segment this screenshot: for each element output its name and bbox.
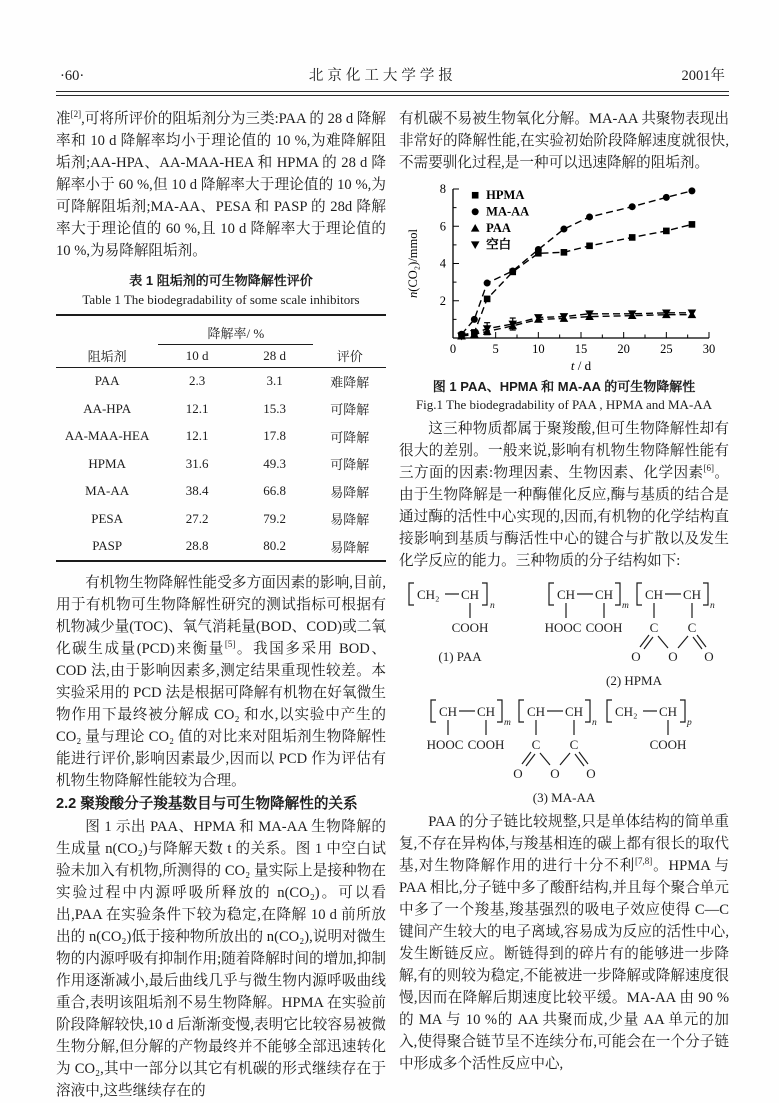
col-header-inhibitor: 阻垢剂: [87, 348, 127, 364]
table-cell: 17.8: [263, 428, 286, 444]
page-header: [56, 64, 729, 91]
svg-text:10: 10: [532, 341, 545, 356]
svg-text:COOH: COOH: [451, 619, 489, 635]
svg-text:O: O: [704, 648, 714, 664]
maaa-structure-drawing: [423, 695, 705, 783]
table-caption-en: Table 1 The biodegradability of some scale inhibitors: [82, 291, 360, 307]
paragraph-fig1-discussion: 图 1 示出 PAA、HPMA 和 MA-AA 生物降解的生成量 n(CO₂)与降解天数 t 的关系。图 1 中空白试验未加入有机物,所测得的 CO₂ 量实际上是接种物在实验过程中内源呼吸所释放的 n(CO₂)。可以看出,PAA 在实验条件下较为稳定,在降解 10 d 前所放出的 n(CO₂)低于接种物所放出的 n(CO₂),说明对微生物的内源呼吸有抑制作用;随着降解时间的增加,抑制作用逐渐减小,最后曲线几乎与微生物内源呼吸曲线重合,表明该阻垢剂不易生物降解。HPMA 在实验前阶段降解较快,10 d 后渐渐变慢,表明它比较容易被微生物分解,但分解的产物最终并不能够全部迅速转化为 CO₂,其中一部分以其它有机碳的形式继续存在于溶液中,这些继续存在的: [56, 819, 386, 1100]
table-cell: 12.1: [185, 428, 209, 444]
svg-text:COOH: COOH: [649, 736, 687, 752]
svg-text:CH: CH: [477, 703, 496, 719]
svg-text:m: m: [622, 600, 629, 611]
svg-text:O: O: [631, 648, 641, 664]
svg-text:n(CO₂)/mmol: n(CO₂)/mmol: [406, 228, 420, 298]
structure-paa-caption: (1) PAA: [438, 648, 482, 664]
svg-text:C: C: [569, 736, 579, 752]
col-header-10d: 10 d: [185, 347, 209, 363]
table-cell: PAA: [94, 373, 120, 389]
hpma-structure-drawing: [541, 578, 727, 666]
svg-text:CH: CH: [557, 586, 576, 602]
figure-caption-cn: 图 1 PAA、HPMA 和 MA-AA 的可生物降解性: [432, 378, 696, 394]
biodegradability-line-chart: [406, 180, 722, 374]
svg-text:5: 5: [492, 341, 499, 356]
table-cell: AA-MAA-HEA: [64, 428, 150, 444]
svg-text:t / d: t / d: [570, 357, 592, 373]
svg-text:C: C: [531, 736, 541, 752]
col-header-28d: 28 d: [263, 347, 286, 363]
table-row: [56, 423, 386, 451]
col-header-rate: 降解率/ %: [158, 315, 313, 345]
svg-text:CH: CH: [645, 586, 664, 602]
svg-text:PAA: PAA: [486, 220, 511, 235]
journal-title: 北京化工大学学报: [308, 68, 457, 84]
svg-text:4: 4: [439, 256, 446, 271]
svg-text:n: n: [710, 600, 715, 611]
molecular-structures: [399, 578, 729, 807]
svg-text:CH₂: CH₂: [615, 703, 638, 719]
svg-text:CH: CH: [439, 703, 458, 719]
year: 2001年: [681, 68, 725, 84]
table-row: [56, 478, 386, 506]
figure-caption-en: Fig.1 The biodegradability of PAA , HPMA and MA-AA: [415, 396, 713, 412]
table-cell: PASP: [92, 538, 123, 554]
svg-text:CH: CH: [595, 586, 614, 602]
paragraph-chain-structure-discussion: PAA 的分子链比较规整,只是单体结构的简单重复,不存在异构体,与羧基相连的碳上都有很长的取代基,对生物降解作用的进行十分不利[7,8]。HPMA 与 PAA 相比,分子链中多了酸酐结构,并且每个聚合单元中多了一个羧基,羧基强烈的吸电子效应使得 C—C 键间产生较大的电子离域,容易成为反应的活性中心,发生断链反应。断链得到的碎片有的能够进一步降解,有的则较为稳定,不能被进一步降解或降解速度很慢,因而在降解后期速度比较平缓。MA-AA 由 90 %的 MA 与 10 %的 AA 共聚而成,少量 AA 单元的加入,使得聚合链节呈不连续分布,可能会在一个分子链中形成多个活性反应中心,: [399, 813, 730, 1072]
header-double-rule: [56, 91, 729, 96]
table-cell: 27.2: [185, 510, 209, 526]
table-cell: 易降解: [330, 484, 370, 500]
table-cell: 易降解: [330, 512, 370, 528]
svg-text:O: O: [586, 765, 596, 781]
table-cell: 15.3: [263, 400, 286, 416]
svg-text:C: C: [649, 619, 659, 635]
svg-text:CH: CH: [565, 703, 584, 719]
table-cell: 可降解: [330, 457, 370, 473]
table-body: [56, 367, 386, 561]
table-cell: 3.1: [266, 373, 283, 389]
paragraph-test-methods: 有机物生物降解性能受多方面因素的影响,目前,用于有机物可生物降解性研究的测试指标可根据有机物减少量(TOC)、氧气消耗量(BOD、COD)或二氧化碳生成量(PCD)来衡量[5]。我国多采用 BOD、COD 法,由于影响因素多,测定结果重现性较差。本实验采用的 PCD 法是根据可降解有机物在好氧微生物作用下最终被分解成 CO₂ 和水,以实验中产生的 CO₂ 量与理论 CO₂ 值的对比来对阻垢剂生物降解性能进行评价,影响因素最少,因而以 PCD 作为评估有机物生物降解性能较为合理。: [56, 575, 386, 790]
table-cell: MA-AA: [85, 483, 130, 499]
table-cell: 66.8: [263, 483, 286, 499]
table-row: [56, 505, 386, 533]
two-column-body: [56, 108, 729, 1103]
svg-text:O: O: [513, 765, 523, 781]
svg-text:6: 6: [439, 218, 446, 233]
biodegradability-table: [56, 314, 386, 563]
table-cell: 难降解: [330, 374, 370, 390]
structure-hpma: [541, 578, 727, 689]
svg-text:COOH: COOH: [585, 619, 623, 635]
figure-1-chart: [399, 180, 729, 374]
structure-hpma-caption: (2) HPMA: [606, 672, 662, 688]
svg-text:25: 25: [660, 341, 673, 356]
table-row: [56, 450, 386, 478]
svg-text:m: m: [504, 717, 511, 728]
svg-text:20: 20: [617, 341, 630, 356]
left-column: [56, 108, 386, 1103]
structure-maaa-caption: (3) MA-AA: [532, 789, 596, 805]
structure-maaa: [423, 695, 705, 806]
svg-text:CH: CH: [461, 586, 480, 602]
section-heading-2-2: 2.2 聚羧酸分子羧基数目与可生物降解性的关系: [56, 796, 358, 813]
paragraph-maaa-performance: 有机碳不易被生物氧化分解。MA-AA 共聚物表现出非常好的降解性能,在实验初始阶段降解速度就很快,不需要驯化过程,是一种可以迅速降解的阻垢剂。: [399, 110, 729, 171]
svg-text:C: C: [687, 619, 697, 635]
svg-text:2: 2: [439, 293, 446, 308]
svg-text:HOOC: HOOC: [544, 619, 582, 635]
svg-text:HPMA: HPMA: [486, 187, 525, 202]
table-row: [56, 395, 386, 423]
table-cell: 可降解: [330, 402, 370, 418]
table-cell: 2.3: [188, 373, 206, 389]
table-cell: AA-HPA: [83, 400, 132, 416]
table-cell: 可降解: [330, 429, 370, 445]
svg-text:O: O: [668, 648, 678, 664]
paa-structure-drawing: [401, 578, 519, 642]
svg-text:15: 15: [574, 341, 588, 356]
svg-text:p: p: [687, 717, 692, 728]
svg-text:n: n: [490, 600, 495, 611]
svg-text:30: 30: [702, 341, 716, 356]
svg-text:COOH: COOH: [467, 736, 505, 752]
svg-text:CH: CH: [683, 586, 702, 602]
svg-text:空白: 空白: [486, 237, 512, 252]
svg-text:MA-AA: MA-AA: [486, 204, 530, 219]
table-cell: 38.4: [185, 483, 209, 499]
svg-text:O: O: [550, 765, 560, 781]
table-row: [56, 533, 386, 562]
table-cell: HPMA: [88, 455, 126, 471]
structure-paa: [401, 578, 519, 665]
svg-text:8: 8: [439, 181, 446, 196]
table-cell: 28.8: [185, 538, 209, 554]
svg-text:CH: CH: [659, 703, 678, 719]
svg-text:0: 0: [449, 341, 457, 356]
table-cell: PESA: [91, 510, 124, 526]
table-row: [56, 367, 386, 395]
table-cell: 12.1: [185, 400, 209, 416]
table-cell: 易降解: [330, 539, 370, 555]
svg-text:CH₂: CH₂: [417, 586, 440, 602]
table-cell: 79.2: [263, 510, 286, 526]
svg-text:CH: CH: [527, 703, 546, 719]
table-cell: 31.6: [185, 455, 209, 471]
table-cell: 80.2: [263, 538, 286, 554]
svg-text:HOOC: HOOC: [426, 736, 464, 752]
table-cell: 49.3: [263, 455, 286, 471]
col-header-eval: 评价: [336, 348, 363, 364]
page-number: ·60·: [60, 68, 85, 84]
table-caption-cn: 表 1 阻垢剂的可生物降解性评价: [129, 272, 313, 288]
right-column: [399, 108, 729, 1103]
paragraph-factors: 这三种物质都属于聚羧酸,但可生物降解性却有很大的差别。一般来说,影响有机物生物降解性能有三方面的因素:物理因素、生物因素、化学因素[6]。由于生物降解是一种酶催化反应,酶与基质的结合是通过酶的活性中心实现的,因而,有机物的化学结构直接影响到基质与酶活性中心的键合与扩散以及发生化学反应的能力。三种物质的分子结构如下:: [399, 420, 729, 569]
paragraph-classification: 准[2],可将所评价的阻垢剂分为三类:PAA 的 28 d 降解率和 10 d 降解率均小于理论值的 10 %,为难降解阻垢剂;AA-HPA、AA-MAA-HEA 和 HPMA 的 28 d 降解率小于 60 %,但 10 d 降解率大于理论值的 10 %,为可降解阻垢剂;MA-AA、PESA 和 PASP 的 28d 降解率大于理论值的 60 %,且 10 d 降解率大于理论值的 10 %,为易降解阻垢剂。: [56, 108, 386, 259]
svg-text:n: n: [592, 717, 597, 728]
